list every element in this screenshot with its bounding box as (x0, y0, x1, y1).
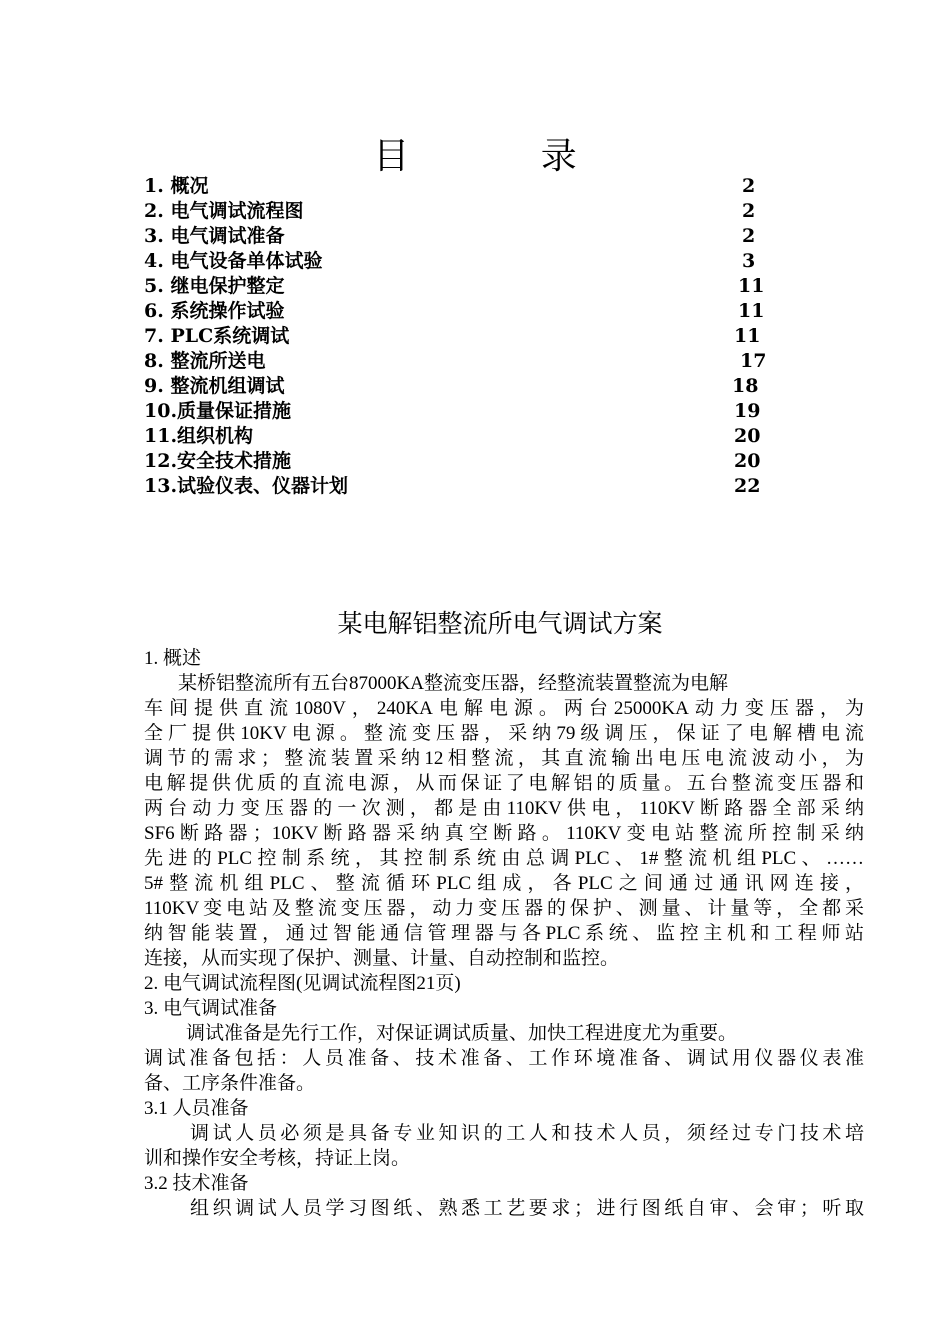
toc-entry-label: 6. 系统操作试验 (144, 300, 285, 322)
toc-entry-label: 10.质量保证措施 (144, 400, 292, 422)
section-heading: 2. 电气调试流程图(见调试流程图21页) (144, 973, 461, 994)
toc-entry[interactable] (144, 174, 764, 199)
toc-entry[interactable] (144, 449, 764, 474)
table-of-contents (144, 174, 767, 499)
toc-entry-label: 2. 电气调试流程图 (144, 200, 304, 222)
toc-entry-label: 11.组织机构 (144, 425, 254, 447)
toc-entry[interactable] (144, 399, 764, 424)
toc-entry-label: 7. PLC系统调试 (144, 325, 290, 347)
document-title: 某电解铝整流所电气调试方案 (337, 609, 663, 638)
toc-entry-label: 12.安全技术措施 (144, 450, 292, 472)
paragraph-line: 纳智能装置，通过智能通信管理器与各PLC系统、监控主机和工程师站 (144, 923, 864, 944)
section-heading: 3. 电气调试准备 (144, 998, 278, 1019)
toc-entry-label: 1. 概况 (144, 175, 209, 197)
subsection-heading: 3.2 技术准备 (144, 1173, 249, 1194)
toc-entry-page: 18 (732, 375, 759, 397)
paragraph-line: 调试准备包括：人员准备、技术准备、工作环境准备、调试用仪器仪表准 (144, 1048, 864, 1069)
toc-entry-page: 20 (734, 450, 761, 472)
toc-entry-page: 20 (734, 425, 761, 447)
toc-entry-label: 5. 继电保护整定 (144, 275, 285, 297)
toc-entry[interactable] (144, 299, 764, 324)
paragraph-line: 调节的需求；整流装置采纳12相整流，其直流输出电压电流波动小，为 (144, 748, 864, 769)
toc-entry-page: 11 (734, 325, 761, 347)
toc-entry-page: 19 (734, 400, 761, 422)
toc-entry-label: 3. 电气调试准备 (144, 225, 285, 247)
toc-entry[interactable] (144, 474, 764, 499)
toc-entry-label: 4. 电气设备单体试验 (144, 250, 323, 272)
paragraph-line: 连接，从而实现了保护、测量、计量、自动控制和监控。 (144, 948, 620, 969)
toc-title: 目 录 (373, 136, 637, 177)
toc-entry[interactable] (144, 349, 767, 374)
toc-entry-page: 3 (742, 250, 756, 272)
paragraph-line: SF6断路器；10KV断路器采纳真空断路。110KV变电站整流所控制采纳 (144, 823, 864, 844)
toc-entry-page: 11 (738, 300, 765, 322)
toc-entry-page: 2 (742, 225, 756, 247)
toc-entry-label: 9. 整流机组调试 (144, 375, 285, 397)
toc-entry[interactable] (144, 324, 764, 349)
toc-entry-page: 17 (740, 350, 767, 372)
paragraph-line: 调试人员必须是具备专业知识的工人和技术人员，须经过专门技术培 (190, 1123, 864, 1144)
paragraph-line: 5#整流机组PLC、整流循环PLC组成，各PLC之间通过通讯网连接， (144, 873, 864, 894)
toc-entry[interactable] (144, 374, 764, 399)
toc-entry-page: 2 (742, 175, 756, 197)
toc-entry[interactable] (144, 224, 764, 249)
paragraph-line: 两台动力变压器的一次测，都是由110KV供电，110KV断路器全部采纳 (144, 798, 864, 819)
paragraph-line: 备、工序条件准备。 (144, 1073, 316, 1094)
toc-entry-page: 2 (742, 200, 756, 222)
section-heading: 1. 概述 (144, 648, 202, 669)
toc-entry-label: 8. 整流所送电 (144, 350, 266, 372)
toc-entry-page: 22 (734, 475, 761, 497)
paragraph-line: 训和操作安全考核，持证上岗。 (144, 1148, 411, 1169)
toc-entry-page: 11 (738, 275, 765, 297)
paragraph-line: 全厂提供10KV电源。整流变压器，采纳79级调压，保证了电解槽电流 (144, 723, 864, 744)
subsection-heading: 3.1 人员准备 (144, 1098, 249, 1119)
paragraph-line: 先进的PLC控制系统，其控制系统由总调PLC、1#整流机组PLC、…… (144, 848, 864, 869)
toc-entry[interactable] (144, 424, 764, 449)
toc-entry-label: 13.试验仪表、仪器计划 (144, 475, 349, 497)
paragraph-line: 调试准备是先行工作，对保证调试质量、加快工程进度尤为重要。 (186, 1023, 738, 1044)
paragraph-line: 某桥铝整流所有五台87000KA整流变压器，经整流装置整流为电解 (178, 673, 728, 694)
paragraph-line: 车间提供直流1080V，240KA电解电源。两台25000KA动力变压器，为 (144, 698, 864, 719)
toc-entry[interactable] (144, 249, 764, 274)
paragraph-line: 电解提供优质的直流电源，从而保证了电解铝的质量。五台整流变压器和 (144, 773, 864, 794)
document-body (144, 646, 864, 1221)
paragraph-line: 110KV变电站及整流变压器，动力变压器的保护、测量、计量等，全都采 (144, 898, 864, 919)
toc-entry[interactable] (144, 274, 764, 299)
toc-entry[interactable] (144, 199, 764, 224)
paragraph-line: 组织调试人员学习图纸、熟悉工艺要求；进行图纸自审、会审；听取 (190, 1198, 864, 1219)
